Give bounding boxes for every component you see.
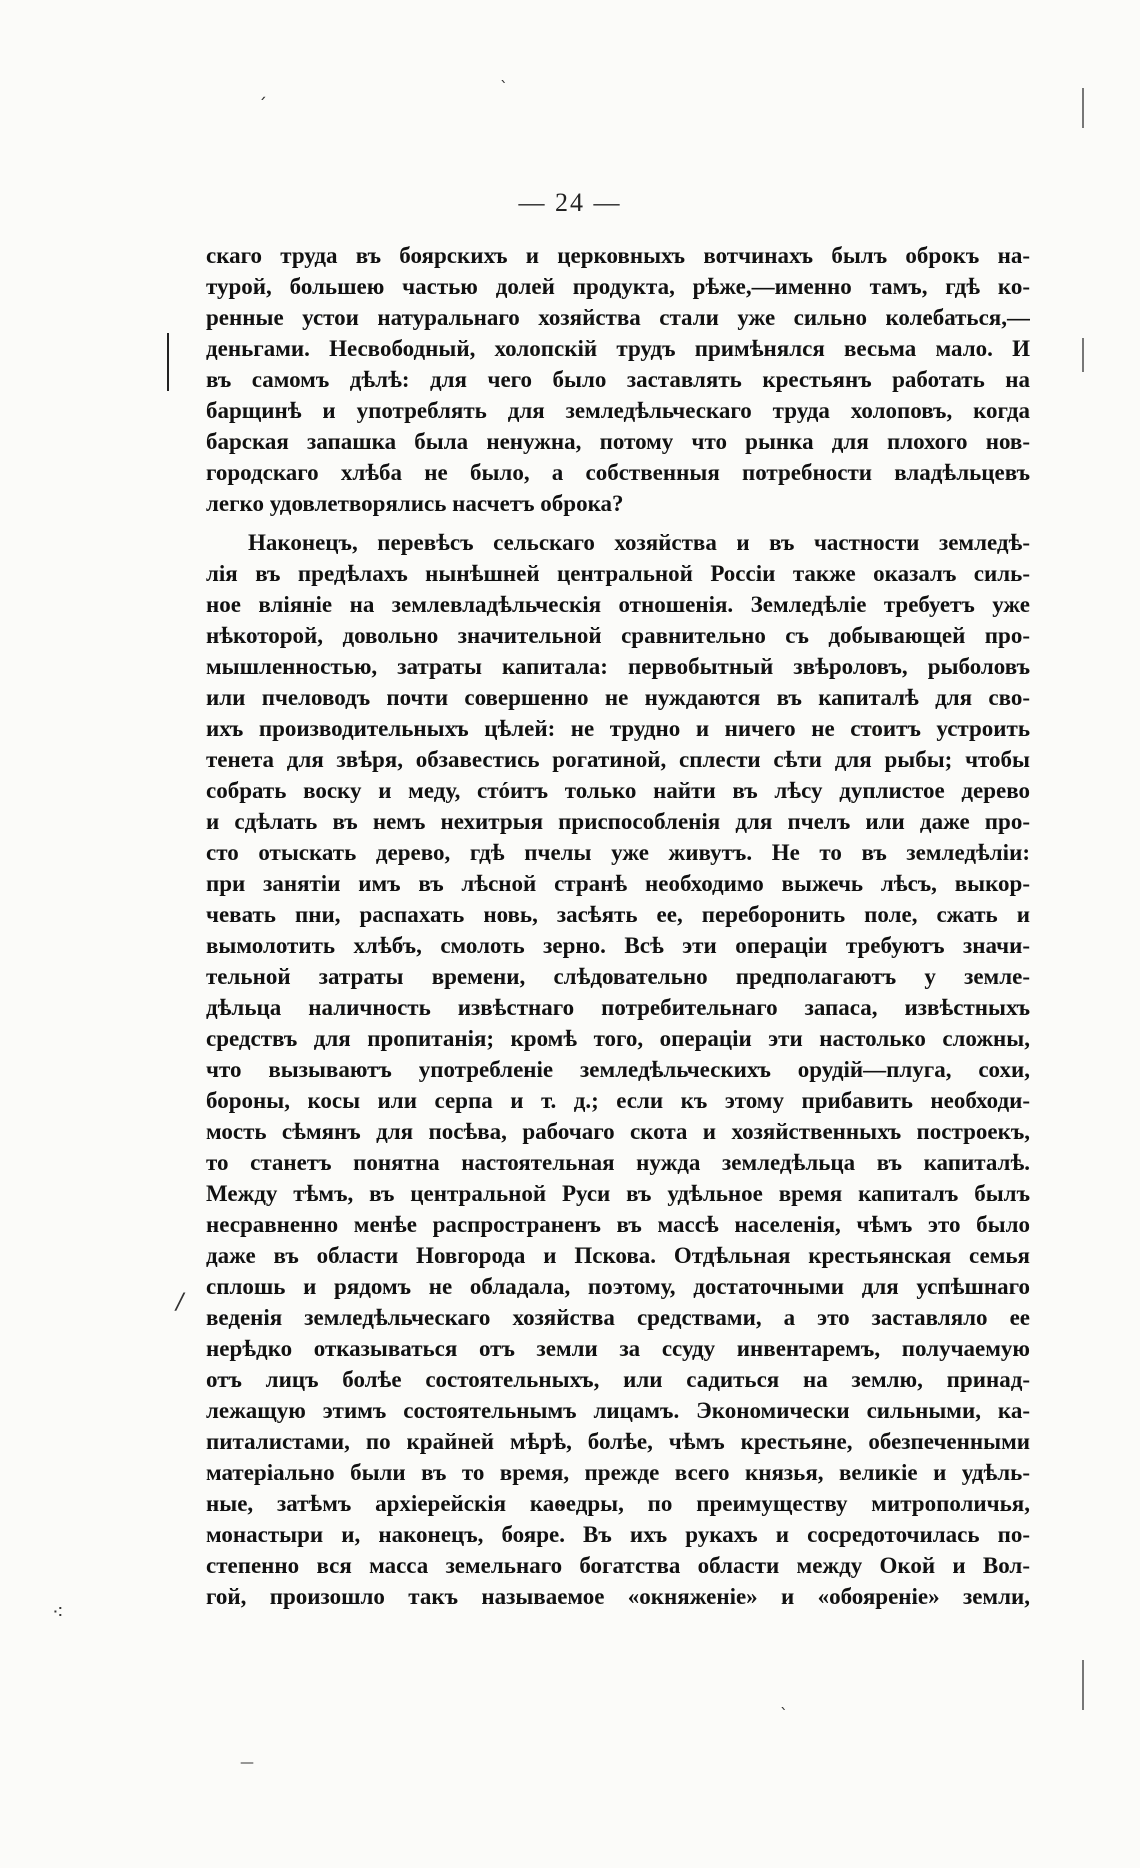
text-line: барщинѣ и употреблять для земледѣльческаго труда холоповъ, когда: [206, 398, 1030, 423]
text-line: питалистами, по крайней мѣрѣ, болѣе, чѣмъ крестьяне, обезпеченными: [206, 1429, 1030, 1454]
text-line: мышленностью, затраты капитала: первобытный звѣроловъ, рыболовъ: [206, 654, 1030, 679]
text-line: Между тѣмъ, въ центральной Руси въ удѣльное время капиталъ былъ: [206, 1181, 1030, 1206]
scan-speck: ´: [258, 95, 267, 116]
text-line: въ самомъ дѣлѣ: для чего было заставлять крестьянъ работать на: [206, 367, 1030, 392]
text-line: даже въ области Новгорода и Пскова. Отдѣльная крестьянская семья: [206, 1243, 1030, 1268]
text-line: собрать воску и меду, стóитъ только найти въ лѣсу дуплистое дерево: [206, 778, 1030, 803]
body-text: [206, 240, 1030, 1612]
text-line: и сдѣлать въ немъ нехитрыя приспособленія для пчелъ или даже про-: [206, 809, 1030, 834]
text-line: ренные устои натуральнаго хозяйства стали уже сильно колебаться,—: [206, 305, 1030, 330]
text-line: тельной затраты времени, слѣдовательно предполагаютъ у земле-: [206, 964, 1030, 989]
text-line: мость сѣмянъ для посѣва, рабочаго скота и хозяйственныхъ построекъ,: [206, 1119, 1030, 1144]
text-line: то станетъ понятна настоятельная нужда земледѣльца въ капиталѣ.: [206, 1150, 1030, 1175]
text-line: несравненно менѣе распространенъ въ массѣ населенія, чѣмъ это было: [206, 1212, 1030, 1237]
text-line: при занятіи имъ въ лѣсной странѣ необходимо выжечь лѣсъ, выкор-: [206, 871, 1030, 896]
text-line: скаго труда въ боярскихъ и церковныхъ вотчинахъ былъ оброкъ на-: [206, 243, 1030, 268]
text-line: чевать пни, распахать новь, засѣять ее, переборонить поле, сжать и: [206, 902, 1030, 927]
text-line: средствъ для пропитанія; кромѣ того, операціи эти настолько сложны,: [206, 1026, 1030, 1051]
text-line: бороны, косы или серпа и т. д.; если къ этому прибавить необходи-: [206, 1088, 1030, 1113]
text-line: лія въ предѣлахъ нынѣшней центральной Россіи также оказалъ силь-: [206, 561, 1030, 586]
text-line: сплошь и рядомъ не обладала, поэтому, достаточными для успѣшнаго: [206, 1274, 1030, 1299]
text-line: нерѣдко отказываться отъ земли за ссуду инвентаремъ, получаемую: [206, 1336, 1030, 1361]
text-line: монастыри и, наконецъ, бояре. Въ ихъ рукахъ и сосредоточилась по-: [206, 1522, 1030, 1547]
text-line: ные, затѣмъ архіерейскія каѳедры, по преимуществу митрополичья,: [206, 1491, 1030, 1516]
text-line: дѣльца наличность извѣстнаго потребительнаго запаса, извѣстныхъ: [206, 995, 1030, 1020]
text-line: вымолотить хлѣбъ, смолоть зерно. Всѣ эти операціи требуютъ значи-: [206, 933, 1030, 958]
text-line: веденія земледѣльческаго хозяйства средствами, а это заставляло ее: [206, 1305, 1030, 1330]
text-line: городскаго хлѣба не было, а собственныя потребности владѣльцевъ: [206, 460, 1030, 485]
scan-speck: /: [176, 1290, 184, 1315]
text-line: отъ лицъ болѣе состоятельныхъ, или садиться на землю, принад-: [206, 1367, 1030, 1392]
text-line: сто отыскать дерево, гдѣ пчелы уже живутъ. Не то въ земледѣліи:: [206, 840, 1030, 865]
scan-speck: —: [240, 1755, 254, 1771]
text-line: гой, произошло такъ называемое «окняженіе» и «обояреніе» земли,: [206, 1584, 1030, 1609]
page-number: — 24 —: [518, 188, 622, 217]
margin-bar-mark: [167, 333, 169, 391]
text-line: матеріально были въ то время, прежде всего князья, великіе и удѣль-: [206, 1460, 1030, 1485]
scan-speck: ⁖: [52, 1600, 64, 1624]
text-line: турой, большею частью долей продукта, рѣже,—именно тамъ, гдѣ ко-: [206, 274, 1030, 299]
text-line: лежащую этимъ состоятельнымъ лицамъ. Экономически сильными, ка-: [206, 1398, 1030, 1423]
text-line: что вызываютъ употребленіе земледѣльческихъ орудій—плуга, сохи,: [206, 1057, 1030, 1082]
scan-speck: `: [780, 1705, 788, 1724]
text-line: или пчеловодъ почти совершенно не нуждаются въ капиталѣ для сво-: [206, 685, 1030, 710]
scan-edge-line: [1082, 338, 1084, 372]
scan-edge-line: [1082, 88, 1084, 128]
text-line: легко удовлетворялись насчетъ оброка?: [206, 491, 624, 516]
text-line: барская запашка была ненужна, потому что рынка для плохого нов-: [206, 429, 1030, 454]
text-line: нѣкоторой, довольно значительной сравнительно съ добывающей про-: [206, 623, 1030, 648]
text-line: ное вліяніе на землевладѣльческія отношенія. Земледѣліе требуетъ уже: [206, 592, 1030, 617]
scan-edge-line: [1082, 1660, 1084, 1710]
text-line: тенета для звѣря, обзавестись рогатиной, сплести сѣти для рыбы; чтобы: [206, 747, 1030, 772]
scan-speck: `: [500, 78, 508, 97]
text-line: Наконецъ, перевѣсъ сельскаго хозяйства и въ частности земледѣ-: [248, 530, 1030, 555]
text-line: ихъ производительныхъ цѣлей: не трудно и ничего не стоитъ устроить: [206, 716, 1030, 741]
text-line: деньгами. Несвободный, холопскій трудъ примѣнялся весьма мало. И: [206, 336, 1030, 361]
text-line: степенно вся масса земельнаго богатства области между Окой и Вол-: [206, 1553, 1030, 1578]
